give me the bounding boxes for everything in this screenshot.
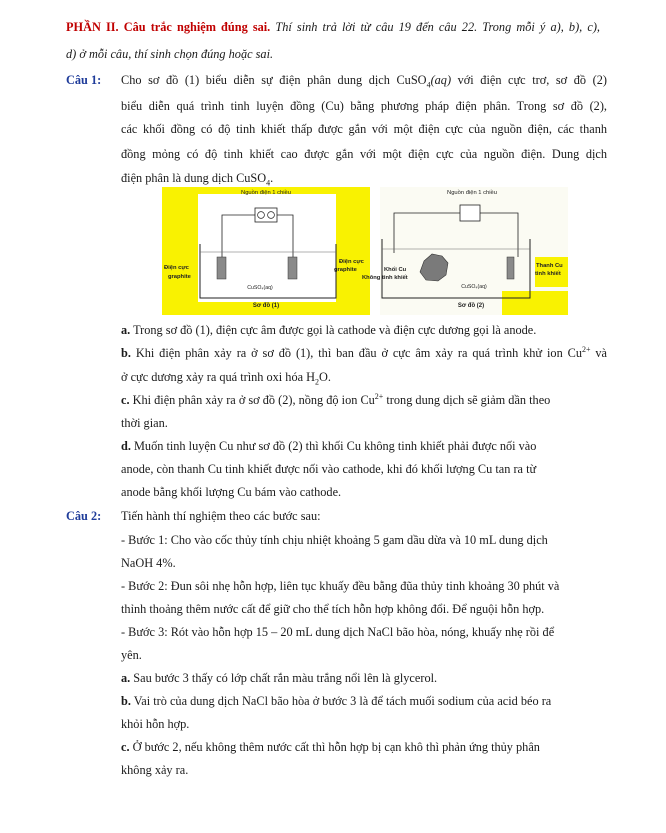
d1-left-label-2: graphite [168,274,191,280]
statement-text: Muốn tinh luyện Cu như sơ đồ (2) thì khối Cu không tinh khiết phải được nối vào [130,439,537,453]
q1-statement-c-line-2: thời gian. [121,416,168,430]
subscript: 2 [315,377,320,387]
diagram-1-power-label: Nguồn điện 1 chiều [241,190,291,196]
statement-text: O. [319,370,331,384]
part-heading: PHẦN II. Câu trắc nghiệm đúng sai. [66,20,271,34]
question-1-stem-line-4: đồng mỏng có độ tinh khiết cao được gắn với một điện cực của nguồn điện. Dung dịch [121,147,607,161]
statement-label: d. [121,439,131,453]
d2-caption: Sơ đồ (2) [457,303,485,309]
subscript: 4 [266,178,271,188]
pure-copper-rod [507,257,514,279]
d1-caption: Sơ đồ (1) [252,303,280,309]
statement-text: Khi điện phân xảy ra ở sơ đồ (1), thì ban đầu ở cực âm xảy ra quá trình khử ion Cu [130,346,582,360]
statement-text: trong dung dịch sẽ giảm dần theo [383,393,551,407]
q2-step-2: - Bước 2: Đun sôi nhẹ hỗn hợp, liên tục khuấy đều bằng đũa thủy tinh khoảng 30 phút và [121,579,560,593]
subscript: 4 [426,80,431,90]
question-1-stem-line-1 [121,72,607,88]
part-heading-line [66,19,600,35]
power-source-1 [255,208,277,222]
d1-right-label-2: graphite [334,267,357,273]
statement-label: b. [121,694,131,708]
statement-label: a. [121,323,131,337]
q1-statement-b-line-2 [121,369,331,385]
statement-label: a. [121,671,131,685]
d2-right-label-1: Thanh Cu [536,263,563,269]
q2-step-3-line-2: yên. [121,648,142,662]
d1-left-label-1: Điện cực [164,265,189,271]
q1-statement-d-line-3: anode bằng khối lượng Cu bám vào cathode. [121,485,342,499]
q2-statement-b-line-2: khỏi hỗn hợp. [121,717,190,731]
q2-step-1: - Bước 1: Cho vào cốc thủy tính chịu nhiệt khoảng 5 gam dầu dừa và 10 mL dung dịch [121,533,548,547]
diagram-2-caption-highlight [502,291,568,315]
q2-step-1-line-2: NaOH 4%. [121,556,176,570]
d1-right-label-1: Điện cực [339,259,364,265]
statement-label: b. [121,346,131,360]
statement-text: Trong sơ đồ (1), điện cực âm được gọi là cathode và điện cực dương gọi là anode. [130,323,537,337]
question-1-stem-line-2: biểu diễn quá trình tinh luyện đồng (Cu) bằng phương pháp điện phân. Trong sơ đồ (2), [121,99,607,113]
stem-italic: (aq) [430,73,452,87]
electrolysis-figure [162,187,568,315]
question-1-label: Câu 1: [66,73,102,87]
statement-text: Khi điện phân xảy ra ở sơ đồ (2), nồng độ ion Cu [129,393,375,407]
statement-text: Sau bước 3 thấy có lớp chất rắn màu trắng nổi lên là glycerol. [130,671,438,685]
statement-text: và [590,346,607,360]
statement-text: Vai trò của dung dịch NaCl bão hòa ở bước 3 là để tách muối sodium của acid béo ra [130,694,552,708]
d1-solution-label: CuSO₄(aq) [247,285,273,291]
graphite-electrode-left [217,257,226,279]
statement-label: c. [121,740,130,754]
d2-solution-label: CuSO₄(aq) [461,284,487,290]
stem-text: điện phân là dung dịch CuSO [121,171,267,185]
q2-statement-a [121,670,437,686]
stem-text: với điện cực trơ, sơ đồ (2) [451,73,607,87]
q1-statement-d-line-2: anode, còn thanh Cu tinh khiết được nối vào cathode, khi đó khối lượng Cu tan ra từ [121,462,537,476]
q2-step-3: - Bước 3: Rót vào hỗn hợp 15 – 20 mL dung dịch NaCl bão hòa, nóng, khuấy nhẹ rồi để [121,625,555,639]
question-1-stem-line-5 [121,170,273,186]
q2-statement-c-line-2: không xảy ra. [121,763,189,777]
d2-right-label-2: tinh khiết [535,271,561,277]
statement-label: c. [121,393,130,407]
diagram-2-power-label: Nguồn điện 1 chiều [447,190,497,196]
q1-statement-d [121,438,536,454]
q1-statement-c [121,392,550,408]
superscript: 2+ [374,391,384,401]
q1-statement-b [121,345,607,361]
part-instruction-continued: d) ở mỗi câu, thí sinh chọn đúng hoặc sai. [66,47,274,61]
statement-text: Ở bước 2, nếu không thêm nước cất thì hỗn hợp bị cạn khô thì phản ứng thủy phân [129,740,540,754]
graphite-electrode-right [288,257,297,279]
question-2-intro: Tiến hành thí nghiệm theo các bước sau: [121,509,321,523]
q2-statement-c [121,739,540,755]
question-2-label: Câu 2: [66,509,102,523]
q2-step-2-line-2: thỉnh thoảng thêm nước cất để giữ cho thể tích hỗn hợp không đổi. Để nguội hỗn hợp. [121,602,545,616]
q1-statement-a [121,322,536,338]
q2-statement-b [121,693,551,709]
statement-text: ở cực dương xảy ra quá trình oxi hóa H [121,370,316,384]
power-source-2 [460,205,480,221]
stem-text: Cho sơ đồ (1) biểu diễn sự điện phân dung dịch CuSO [121,73,427,87]
superscript: 2+ [581,344,591,354]
part-instruction: Thí sinh trả lời từ câu 19 đến câu 22. Trong mỗi ý a), b), c), [275,20,600,34]
stem-text: . [270,171,274,185]
d2-left-label-1: Khối Cu [384,267,407,273]
d2-left-label-2: Không tinh khiết [362,275,408,281]
question-1-stem-line-3: các khối đồng có độ tinh khiết thấp được gắn với một điện cực của nguồn điện, các thanh [121,122,607,136]
